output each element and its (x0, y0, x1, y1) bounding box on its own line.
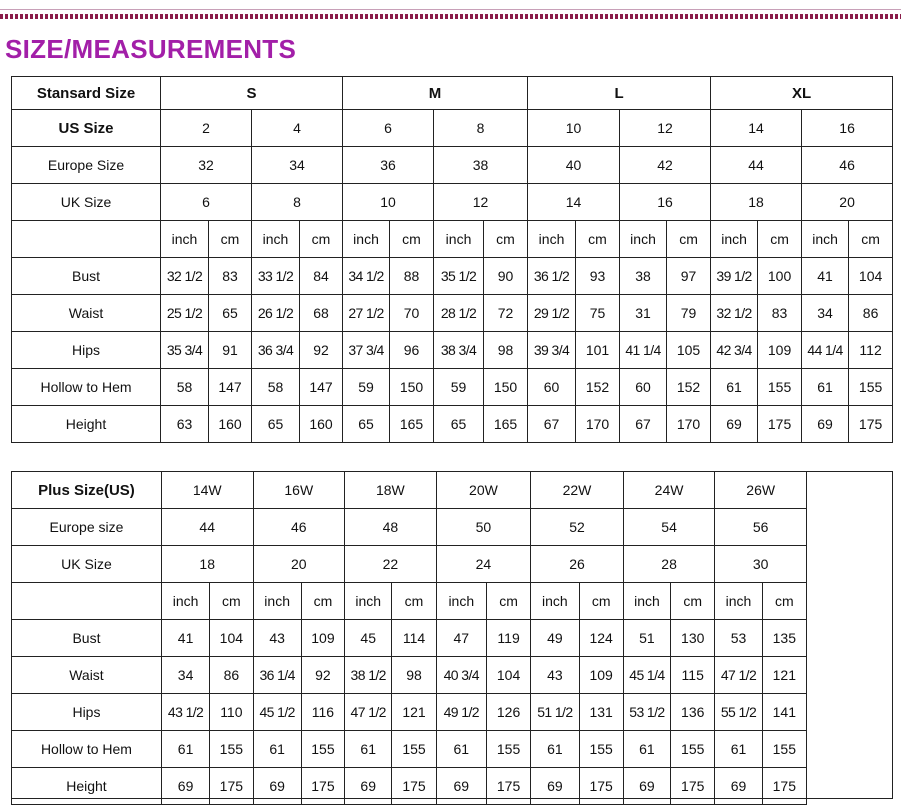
size-value: 8 (252, 184, 343, 221)
size-row-us-size (12, 110, 893, 147)
cm-value: 165 (390, 406, 434, 443)
unit-cm: cm (486, 583, 530, 620)
plus-header-row (12, 472, 807, 509)
size-value: 2 (161, 110, 252, 147)
cm-value: 175 (671, 768, 715, 805)
measurement-row-bust (12, 258, 893, 295)
cm-value: 155 (210, 731, 253, 768)
cm-value: 160 (300, 406, 343, 443)
size-value: 46 (802, 147, 893, 184)
measurement-label: Hips (12, 332, 161, 369)
inch-value: 69 (802, 406, 849, 443)
inch-value: 53 1/2 (623, 694, 670, 731)
size-value: 32 (161, 147, 252, 184)
plus-size-14w: 14W (161, 472, 253, 509)
inch-value: 49 1/2 (436, 694, 486, 731)
size-value: 8 (434, 110, 528, 147)
measurement-label: Waist (12, 295, 161, 332)
cm-value: 101 (576, 332, 620, 369)
inch-value: 38 1/2 (345, 657, 392, 694)
inch-value: 61 (715, 731, 762, 768)
row-label: Europe size (12, 509, 162, 546)
plus-size-18w: 18W (345, 472, 437, 509)
page-title: SIZE/MEASUREMENTS (5, 34, 297, 64)
size-value: 44 (711, 147, 802, 184)
cm-value: 150 (390, 369, 434, 406)
cm-value: 104 (210, 620, 253, 657)
plus-size-header: Plus Size(US) (12, 472, 162, 509)
cm-value: 160 (209, 406, 252, 443)
inch-value: 49 (531, 620, 579, 657)
measurement-label: Hollow to Hem (12, 731, 162, 768)
inch-value: 53 (715, 620, 762, 657)
inch-value: 61 (711, 369, 758, 406)
cm-value: 109 (301, 620, 344, 657)
inch-value: 59 (434, 369, 484, 406)
cm-value: 109 (579, 657, 623, 694)
size-value: 4 (252, 110, 343, 147)
cm-value: 88 (390, 258, 434, 295)
inch-value: 61 (436, 731, 486, 768)
cm-value: 175 (301, 768, 344, 805)
cm-value: 147 (209, 369, 252, 406)
plus-measurement-row-hollow-to-hem (12, 731, 807, 768)
cm-value: 136 (671, 694, 715, 731)
unit-inch: inch (528, 221, 576, 258)
inch-value: 45 (345, 620, 392, 657)
inch-value: 29 1/2 (528, 295, 576, 332)
inch-value: 61 (253, 731, 301, 768)
unit-inch: inch (436, 583, 486, 620)
inch-value: 43 1/2 (161, 694, 209, 731)
plus-measurement-row-hips (12, 694, 807, 731)
size-value: 16 (802, 110, 893, 147)
unit-inch: inch (802, 221, 849, 258)
cm-value: 98 (392, 657, 436, 694)
cm-value: 175 (210, 768, 253, 805)
row-label: UK Size (12, 546, 162, 583)
unit-row-label (12, 221, 161, 258)
inch-value: 25 1/2 (161, 295, 209, 332)
inch-value: 69 (436, 768, 486, 805)
unit-cm: cm (484, 221, 528, 258)
inch-value: 41 (802, 258, 849, 295)
inch-value: 43 (253, 620, 301, 657)
inch-value: 61 (623, 731, 670, 768)
size-value: 52 (531, 509, 624, 546)
inch-value: 61 (802, 369, 849, 406)
size-value: 6 (161, 184, 252, 221)
cm-value: 165 (484, 406, 528, 443)
cm-value: 90 (484, 258, 528, 295)
inch-value: 35 1/2 (434, 258, 484, 295)
cm-value: 79 (667, 295, 711, 332)
cm-value: 155 (849, 369, 893, 406)
cm-value: 92 (300, 332, 343, 369)
measurement-label: Bust (12, 620, 162, 657)
size-value: 44 (161, 509, 253, 546)
inch-value: 35 3/4 (161, 332, 209, 369)
size-value: 18 (711, 184, 802, 221)
inch-value: 61 (161, 731, 209, 768)
inch-value: 36 1/4 (253, 657, 301, 694)
cm-value: 83 (758, 295, 802, 332)
cm-value: 86 (210, 657, 253, 694)
size-value: 20 (253, 546, 345, 583)
cm-value: 155 (579, 731, 623, 768)
cm-value: 114 (392, 620, 436, 657)
size-value: 42 (620, 147, 711, 184)
row-label: UK Size (12, 184, 161, 221)
cm-value: 141 (762, 694, 806, 731)
unit-cm: cm (667, 221, 711, 258)
standard-size-table (11, 76, 893, 443)
unit-inch: inch (345, 583, 392, 620)
cm-value: 155 (758, 369, 802, 406)
cm-value: 110 (210, 694, 253, 731)
inch-value: 69 (711, 406, 758, 443)
inch-value: 60 (620, 369, 667, 406)
unit-cm: cm (301, 583, 344, 620)
size-value: 46 (253, 509, 345, 546)
size-value: 28 (623, 546, 715, 583)
measurement-row-height (12, 406, 893, 443)
size-value: 54 (623, 509, 715, 546)
cm-value: 121 (392, 694, 436, 731)
cm-value: 119 (486, 620, 530, 657)
unit-cm: cm (300, 221, 343, 258)
cm-value: 124 (579, 620, 623, 657)
cm-value: 70 (390, 295, 434, 332)
cm-value: 152 (667, 369, 711, 406)
measurement-row-waist (12, 295, 893, 332)
plus-size-20w: 20W (436, 472, 531, 509)
letter-size-xl: XL (711, 77, 893, 110)
cm-value: 155 (671, 731, 715, 768)
cm-value: 98 (484, 332, 528, 369)
plus-size-22w: 22W (531, 472, 624, 509)
inch-value: 69 (531, 768, 579, 805)
cm-value: 105 (667, 332, 711, 369)
cm-value: 93 (576, 258, 620, 295)
size-value: 24 (436, 546, 531, 583)
inch-value: 69 (623, 768, 670, 805)
measurement-label: Height (12, 768, 162, 805)
size-value: 22 (345, 546, 437, 583)
cm-value: 84 (300, 258, 343, 295)
unit-cm: cm (576, 221, 620, 258)
unit-cm: cm (209, 221, 252, 258)
inch-value: 31 (620, 295, 667, 332)
cm-value: 150 (484, 369, 528, 406)
inch-value: 33 1/2 (252, 258, 300, 295)
size-value: 12 (434, 184, 528, 221)
plus-measurement-row-bust (12, 620, 807, 657)
inch-value: 58 (252, 369, 300, 406)
size-row-uk-size (12, 184, 893, 221)
size-value: 38 (434, 147, 528, 184)
size-value: 18 (161, 546, 253, 583)
size-value: 14 (711, 110, 802, 147)
unit-cm: cm (671, 583, 715, 620)
unit-inch: inch (161, 583, 209, 620)
size-value: 20 (802, 184, 893, 221)
cm-value: 96 (390, 332, 434, 369)
cm-value: 68 (300, 295, 343, 332)
size-value: 16 (620, 184, 711, 221)
cm-value: 91 (209, 332, 252, 369)
measurement-label: Height (12, 406, 161, 443)
plus-size-row-uk-size (12, 546, 807, 583)
inch-value: 34 (802, 295, 849, 332)
size-value: 26 (531, 546, 624, 583)
cm-value: 109 (758, 332, 802, 369)
cm-value: 72 (484, 295, 528, 332)
inch-value: 61 (345, 731, 392, 768)
cm-value: 104 (849, 258, 893, 295)
inch-value: 45 1/2 (253, 694, 301, 731)
inch-value: 58 (161, 369, 209, 406)
unit-cm: cm (392, 583, 436, 620)
size-value: 10 (343, 184, 434, 221)
cm-value: 100 (758, 258, 802, 295)
inch-value: 65 (434, 406, 484, 443)
cm-value: 175 (762, 768, 806, 805)
cm-value: 170 (667, 406, 711, 443)
cm-value: 126 (486, 694, 530, 731)
size-value: 10 (528, 110, 620, 147)
inch-value: 45 1/4 (623, 657, 670, 694)
unit-inch: inch (715, 583, 762, 620)
inch-value: 67 (620, 406, 667, 443)
unit-inch: inch (531, 583, 579, 620)
size-value: 6 (343, 110, 434, 147)
plus-size-table (11, 471, 807, 805)
unit-cm: cm (579, 583, 623, 620)
cm-value: 75 (576, 295, 620, 332)
size-value: 34 (252, 147, 343, 184)
inch-value: 47 1/2 (715, 657, 762, 694)
inch-value: 40 3/4 (436, 657, 486, 694)
unit-inch: inch (253, 583, 301, 620)
inch-value: 27 1/2 (343, 295, 390, 332)
unit-cm: cm (849, 221, 893, 258)
cm-value: 175 (849, 406, 893, 443)
cm-value: 155 (301, 731, 344, 768)
unit-cm: cm (762, 583, 806, 620)
inch-value: 34 1/2 (343, 258, 390, 295)
size-value: 12 (620, 110, 711, 147)
inch-value: 69 (715, 768, 762, 805)
cm-value: 130 (671, 620, 715, 657)
inch-value: 55 1/2 (715, 694, 762, 731)
measurement-row-hips (12, 332, 893, 369)
inch-value: 51 (623, 620, 670, 657)
letter-size-s: S (161, 77, 343, 110)
cm-value: 97 (667, 258, 711, 295)
cm-value: 65 (209, 295, 252, 332)
inch-value: 47 (436, 620, 486, 657)
inch-value: 63 (161, 406, 209, 443)
measurement-row-hollow-to-hem (12, 369, 893, 406)
plus-unit-row (12, 583, 807, 620)
top-divider-line (0, 9, 901, 10)
row-label: Europe Size (12, 147, 161, 184)
unit-cm: cm (390, 221, 434, 258)
size-value: 30 (715, 546, 807, 583)
plus-size-16w: 16W (253, 472, 345, 509)
standard-size-header: Stansard Size (12, 77, 161, 110)
inch-value: 43 (531, 657, 579, 694)
unit-inch: inch (620, 221, 667, 258)
inch-value: 36 1/2 (528, 258, 576, 295)
inch-value: 39 3/4 (528, 332, 576, 369)
cm-value: 115 (671, 657, 715, 694)
cm-value: 152 (576, 369, 620, 406)
top-dotted-border (0, 14, 901, 19)
cm-value: 92 (301, 657, 344, 694)
unit-row-label (12, 583, 162, 620)
cm-value: 155 (486, 731, 530, 768)
unit-inch: inch (623, 583, 670, 620)
cm-value: 155 (392, 731, 436, 768)
unit-row (12, 221, 893, 258)
cm-value: 86 (849, 295, 893, 332)
unit-inch: inch (711, 221, 758, 258)
unit-cm: cm (758, 221, 802, 258)
cm-value: 121 (762, 657, 806, 694)
cm-value: 135 (762, 620, 806, 657)
inch-value: 32 1/2 (161, 258, 209, 295)
inch-value: 65 (343, 406, 390, 443)
inch-value: 26 1/2 (252, 295, 300, 332)
inch-value: 51 1/2 (531, 694, 579, 731)
size-value: 14 (528, 184, 620, 221)
measurement-label: Waist (12, 657, 162, 694)
unit-cm: cm (210, 583, 253, 620)
inch-value: 38 3/4 (434, 332, 484, 369)
header-row (12, 77, 893, 110)
cm-value: 147 (300, 369, 343, 406)
inch-value: 28 1/2 (434, 295, 484, 332)
size-value: 40 (528, 147, 620, 184)
inch-value: 69 (345, 768, 392, 805)
cm-value: 175 (758, 406, 802, 443)
cm-value: 175 (486, 768, 530, 805)
cm-value: 175 (392, 768, 436, 805)
inch-value: 36 3/4 (252, 332, 300, 369)
inch-value: 34 (161, 657, 209, 694)
inch-value: 60 (528, 369, 576, 406)
plus-measurement-row-height (12, 768, 807, 805)
cm-value: 131 (579, 694, 623, 731)
inch-value: 65 (252, 406, 300, 443)
inch-value: 39 1/2 (711, 258, 758, 295)
plus-size-row-europe-size (12, 509, 807, 546)
cm-value: 170 (576, 406, 620, 443)
inch-value: 42 3/4 (711, 332, 758, 369)
cm-value: 83 (209, 258, 252, 295)
cm-value: 116 (301, 694, 344, 731)
size-value: 56 (715, 509, 807, 546)
plus-size-26w: 26W (715, 472, 807, 509)
inch-value: 69 (253, 768, 301, 805)
inch-value: 67 (528, 406, 576, 443)
plus-measurement-row-waist (12, 657, 807, 694)
inch-value: 69 (161, 768, 209, 805)
unit-inch: inch (252, 221, 300, 258)
unit-inch: inch (434, 221, 484, 258)
inch-value: 32 1/2 (711, 295, 758, 332)
unit-inch: inch (161, 221, 209, 258)
size-value: 50 (436, 509, 531, 546)
letter-size-m: M (343, 77, 528, 110)
inch-value: 44 1/4 (802, 332, 849, 369)
plus-size-24w: 24W (623, 472, 715, 509)
cm-value: 175 (579, 768, 623, 805)
measurement-label: Hollow to Hem (12, 369, 161, 406)
inch-value: 59 (343, 369, 390, 406)
size-value: 48 (345, 509, 437, 546)
inch-value: 41 1/4 (620, 332, 667, 369)
unit-inch: inch (343, 221, 390, 258)
inch-value: 47 1/2 (345, 694, 392, 731)
cm-value: 155 (762, 731, 806, 768)
inch-value: 41 (161, 620, 209, 657)
cm-value: 104 (486, 657, 530, 694)
size-value: 36 (343, 147, 434, 184)
measurement-label: Bust (12, 258, 161, 295)
cm-value: 112 (849, 332, 893, 369)
inch-value: 38 (620, 258, 667, 295)
size-row-europe-size (12, 147, 893, 184)
inch-value: 37 3/4 (343, 332, 390, 369)
letter-size-l: L (528, 77, 711, 110)
measurement-label: Hips (12, 694, 162, 731)
row-label: US Size (12, 110, 161, 147)
inch-value: 61 (531, 731, 579, 768)
